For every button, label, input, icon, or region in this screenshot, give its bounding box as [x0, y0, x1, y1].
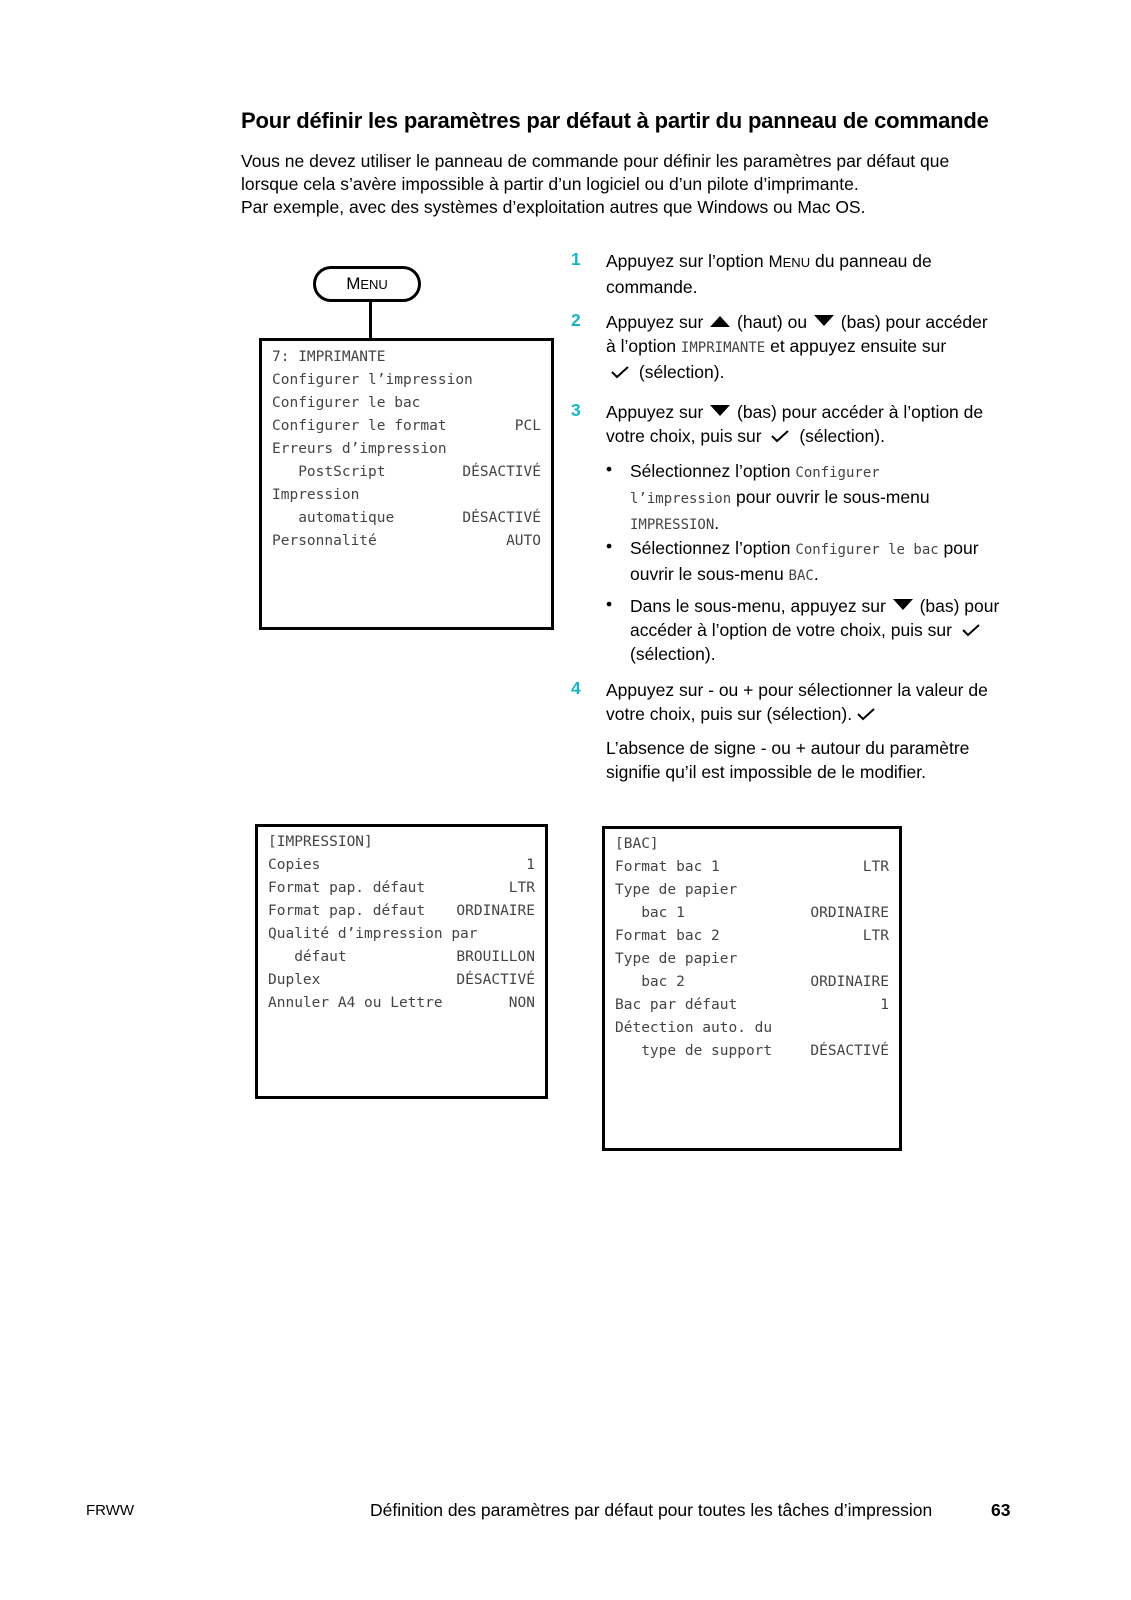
lcd-line-label: Annuler A4 ou Lettre	[268, 995, 443, 1011]
check-icon	[610, 364, 630, 380]
lcd-line-label: Format bac 1	[615, 859, 720, 875]
lcd-line	[268, 903, 535, 926]
lcd-line-value: DÉSACTIVÉ	[462, 510, 541, 526]
lcd-line-value: AUTO	[506, 533, 541, 549]
lcd-line	[615, 882, 889, 905]
lcd-line-value: DÉSACTIVÉ	[462, 464, 541, 480]
lcd-line-label: Configurer l’impression	[272, 372, 473, 388]
lcd-panel-bac	[602, 826, 902, 1151]
step-number-4: 4	[571, 678, 581, 698]
menu-button-rest: ENU	[360, 276, 388, 292]
lcd-line	[272, 441, 541, 464]
lcd-line-label: Qualité d’impression par	[268, 926, 478, 942]
footer-label: FRWW	[86, 1502, 135, 1519]
lcd-line	[268, 834, 535, 857]
lcd-line-label: 7: IMPRIMANTE	[272, 349, 386, 365]
step-1-text: Appuyez sur l’option MENU du panneau de commande.	[606, 251, 932, 297]
lcd-line	[615, 1020, 889, 1043]
lcd-line	[272, 372, 541, 395]
lcd-line-label: Format bac 2	[615, 928, 720, 944]
lcd-line-label: Configurer le bac	[272, 395, 421, 411]
lcd-line-label: Configurer le format	[272, 418, 447, 434]
down-arrow-icon	[814, 315, 834, 326]
lcd-line	[272, 533, 541, 556]
lcd-line	[615, 951, 889, 974]
lcd-line-value: BROUILLON	[456, 949, 535, 965]
lcd-line-label: Bac par défaut	[615, 997, 738, 1013]
lcd-line	[615, 928, 889, 951]
lcd-line-label: Personnalité	[272, 533, 377, 549]
lcd-line	[615, 1043, 889, 1066]
lcd-line	[272, 349, 541, 372]
lcd-line-value: NON	[508, 995, 535, 1011]
bullet-1-text: Sélectionnez l’option Configurer l’impression pour ouvrir le sous-menu IMPRESSION.	[630, 461, 930, 533]
page-number: 63	[991, 1500, 1011, 1520]
lcd-line	[268, 949, 535, 972]
lcd-line	[272, 487, 541, 510]
step-4-note: L’absence de signe - ou + autour du paramètre signifie qu’il est impossible de le modifier.	[606, 738, 970, 782]
lcd-line-value: LTR	[862, 928, 889, 944]
step-number-1: 1	[571, 249, 581, 269]
lcd-line-label: défaut	[268, 949, 347, 965]
lcd-panel-imprimante	[259, 338, 554, 630]
down-arrow-icon	[893, 599, 913, 610]
lcd-line-label: automatique	[272, 510, 395, 526]
lcd-line	[615, 905, 889, 928]
lcd-line	[615, 836, 889, 859]
step-4-text: Appuyez sur - ou + pour sélectionner la valeur de votre choix, puis sur (sélection).	[606, 680, 988, 724]
lcd-line	[268, 995, 535, 1018]
intro-line-2: lorsque cela s’avère impossible à partir d’un logiciel ou d’un pilote d’imprimante.	[241, 174, 859, 194]
lcd-line	[272, 464, 541, 487]
up-arrow-icon	[710, 316, 730, 327]
lcd-line-label: Impression	[272, 487, 360, 503]
lcd-line-label: Type de papier	[615, 882, 738, 898]
lcd-line-label: PostScript	[272, 464, 386, 480]
lcd-line-label: [IMPRESSION]	[268, 834, 373, 850]
lcd-line	[268, 857, 535, 880]
bullet-mark: •	[606, 594, 613, 614]
bullet-3-text: Dans le sous-menu, appuyez sur (bas) pour accéder à l’option de votre choix, puis sur (sélection).	[630, 596, 1000, 664]
lcd-line	[268, 880, 535, 903]
lcd-line-value: PCL	[514, 418, 541, 434]
lcd-line-value: LTR	[862, 859, 889, 875]
bullet-mark: •	[606, 459, 613, 479]
lcd-line	[615, 859, 889, 882]
lcd-line-value: 1	[526, 857, 535, 873]
lcd-line-label: bac 1	[615, 905, 685, 921]
menu-button[interactable]	[313, 266, 421, 302]
lcd-line-label: Détection auto. du	[615, 1020, 773, 1036]
lcd-line-label: bac 2	[615, 974, 685, 990]
check-icon	[961, 622, 981, 638]
check-icon	[856, 706, 876, 722]
footer-title: Définition des paramètres par défaut pour toutes les tâches d’impression	[370, 1500, 933, 1520]
lcd-line-label: type de support	[615, 1043, 773, 1059]
lcd-line	[268, 926, 535, 949]
lcd-line-value: DÉSACTIVÉ	[456, 972, 535, 988]
lcd-line-value: ORDINAIRE	[810, 905, 889, 921]
intro-line-3: Par exemple, avec des systèmes d’exploitation autres que Windows ou Mac OS.	[241, 197, 866, 217]
lcd-line-label: [BAC]	[615, 836, 659, 852]
lcd-line-value: LTR	[508, 880, 535, 896]
lcd-line	[615, 997, 889, 1020]
down-arrow-icon	[710, 405, 730, 416]
lcd-line-value: DÉSACTIVÉ	[810, 1043, 889, 1059]
lcd-line	[615, 974, 889, 997]
lcd-line-label: Format pap. défaut	[268, 903, 426, 919]
lcd-line-label: Type de papier	[615, 951, 738, 967]
connector-line	[369, 302, 372, 340]
step-number-2: 2	[571, 310, 581, 330]
step-number-3: 3	[571, 400, 581, 420]
intro-line-1: Vous ne devez utiliser le panneau de commande pour définir les paramètres par défaut que	[241, 151, 950, 171]
page-heading: Pour définir les paramètres par défaut à partir du panneau de commande	[241, 108, 989, 133]
lcd-line-value: ORDINAIRE	[456, 903, 535, 919]
lcd-line-label: Copies	[268, 857, 321, 873]
lcd-line	[272, 418, 541, 441]
bullet-2-text: Sélectionnez l’option Configurer le bac pour ouvrir le sous-menu BAC.	[630, 538, 979, 584]
lcd-line-value: 1	[880, 997, 889, 1013]
lcd-line-label: Erreurs d’impression	[272, 441, 447, 457]
bullet-mark: •	[606, 536, 613, 556]
lcd-line-label: Duplex	[268, 972, 321, 988]
lcd-line-value: ORDINAIRE	[810, 974, 889, 990]
lcd-line	[272, 395, 541, 418]
step-2-text: Appuyez sur (haut) ou (bas) pour accéder à l’option IMPRIMANTE et appuyez ensuite sur (sélection).	[606, 312, 988, 382]
check-icon	[770, 428, 790, 444]
lcd-line	[268, 972, 535, 995]
menu-button-first: M	[346, 274, 361, 293]
lcd-line	[272, 510, 541, 533]
lcd-line-label: Format pap. défaut	[268, 880, 426, 896]
step-3-text: Appuyez sur (bas) pour accéder à l’option de votre choix, puis sur (sélection).	[606, 402, 984, 446]
lcd-panel-impression	[255, 824, 548, 1099]
